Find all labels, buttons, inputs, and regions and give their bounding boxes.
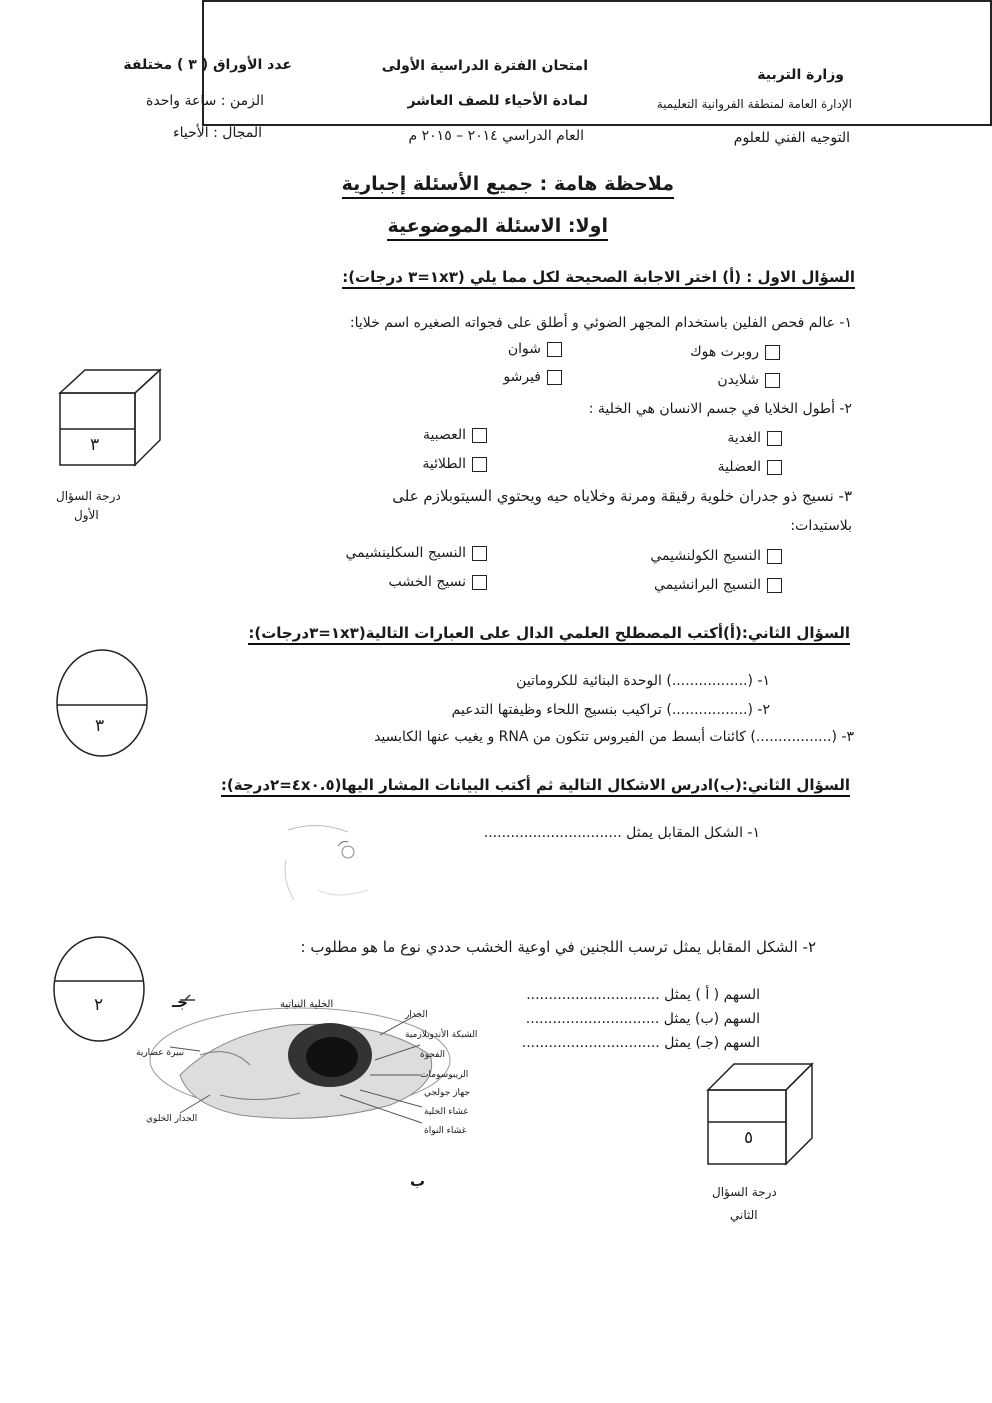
subject: لمادة الأحياء للصف العاشر: [407, 93, 588, 109]
q1-item1-option-4[interactable]: فيرشو: [503, 368, 562, 386]
q2b-score-value: ٢: [94, 995, 104, 1015]
q1-item3-stem-cont: بلاستيدات:: [790, 518, 852, 534]
q1-item1-option-2[interactable]: شوان: [508, 340, 562, 358]
arrow-c-answer[interactable]: السهم (جـ) يمثل ...............................: [521, 1035, 760, 1051]
diagram-label-r6: غشاء الخلية: [424, 1107, 469, 1117]
checkbox[interactable]: [767, 431, 782, 446]
q2a-item-2[interactable]: ٢- (.................) تراكيب بنسيج اللحاء وظيفتها التدعيم: [451, 702, 770, 718]
pages-count: عدد الأوراق ( ٣ ) مختلفة: [123, 57, 292, 73]
q1-item2-option-4[interactable]: الطلائية: [422, 455, 487, 473]
q2b-score-circle: [53, 935, 149, 1045]
diagram-label-r5: جهاز جولجي: [424, 1088, 470, 1098]
arrow-b-answer[interactable]: السهم (ب) يمثل ..............................: [525, 1011, 760, 1027]
q2a-item-1[interactable]: ١- (.................) الوحدة البنائية للكروماتين: [516, 673, 770, 689]
q1-item3-option-1[interactable]: النسيج الكولنشيمي: [650, 547, 782, 565]
q1-item3-stem: ٣- نسيج ذو جدران خلوية رقيقة ومرنة وخلاياه حيه ويحتوي السيتوبلازم على: [392, 487, 852, 505]
diagram-label-l1: نبيرة عصارية: [136, 1048, 185, 1058]
checkbox[interactable]: [472, 575, 487, 590]
checkbox[interactable]: [547, 370, 562, 385]
checkbox[interactable]: [765, 345, 780, 360]
diagram-label-r1: الجدار: [405, 1010, 428, 1020]
q2a-item-3[interactable]: ٣- (.................) كائنات أبسط من الفيروس تتكون من RNA و يغيب عنها الكابسيد: [374, 729, 854, 745]
q2-score-cube: [706, 1062, 816, 1166]
q1-item3-option-2[interactable]: النسيج السكلينشيمي: [345, 544, 487, 562]
diagram-label-r7: غشاء النواة: [424, 1126, 467, 1136]
q1-item2-stem: ٢- أطول الخلايا في جسم الانسان هي الخلية :: [588, 401, 852, 417]
ministry: وزارة التربية: [757, 67, 844, 83]
checkbox[interactable]: [767, 460, 782, 475]
q1-item3-option-4[interactable]: نسيج الخشب: [388, 573, 487, 591]
diagram-label-l2: الجدار الخلوي: [146, 1114, 198, 1124]
q1-score-cube: [55, 368, 165, 468]
q1-item2-option-3[interactable]: العضلية: [718, 458, 782, 476]
header-box: [202, 0, 992, 126]
checkbox[interactable]: [765, 373, 780, 388]
q2-score-value: ٥: [744, 1128, 754, 1148]
q1-score-label-1: درجة السؤال: [56, 489, 121, 503]
diagram-label-r2: الشبكة الأندوبلازمية: [405, 1030, 478, 1040]
q2-score-label-2: الثاني: [730, 1208, 758, 1222]
q1-item1-option-1[interactable]: روبرت هوك: [690, 343, 780, 361]
q1-item1-stem: ١- عالم فحص الفلين باستخدام المجهر الضوئي و أطلق على فجواته الصغيره اسم خلايا:: [349, 315, 852, 331]
checkbox[interactable]: [547, 342, 562, 357]
diagram-letter-b: ب: [410, 1172, 426, 1190]
q1-title: السؤال الاول : (أ) اختر الاجابة الصحيحة لكل مما يلي (١x٣=٣ درجات):: [342, 268, 855, 289]
q2a-score-value: ٣: [95, 716, 105, 736]
q2-score-label-1: درجة السؤال: [712, 1185, 777, 1199]
diagram-label-r4: الريبوسومات: [420, 1070, 469, 1080]
arrow-a-answer[interactable]: السهم ( أ ) يمثل ..............................: [526, 987, 760, 1003]
q2b-item-2: ٢- الشكل المقابل يمثل ترسب اللجنين في اوعية الخشب حددي نوع ما هو مطلوب :: [300, 938, 816, 956]
q1-item1-option-3[interactable]: شلايدن: [717, 371, 780, 389]
important-note: ملاحظة هامة : جميع الأسئلة إجبارية: [342, 172, 674, 199]
q2b-item-1[interactable]: ١- الشكل المقابل يمثل ...............................: [483, 825, 760, 841]
diagram-letter-c: جـ: [172, 993, 188, 1011]
faint-figure-image: [278, 820, 388, 910]
q2a-title: السؤال الثاني:(أ)أكتب المصطلح العلمي الدال على العبارات التالية(١x٣=٣درجات):: [248, 624, 850, 645]
directorate: الإدارة العامة لمنطقة الفروانية التعليمية: [656, 97, 852, 111]
guidance: التوجيه الفني للعلوم: [733, 130, 850, 146]
q1-score-value: ٣: [90, 435, 100, 455]
exam-title: امتحان الفترة الدراسية الأولى: [381, 58, 588, 74]
q1-score-label-2: الأول: [74, 508, 99, 522]
checkbox[interactable]: [472, 457, 487, 472]
year: العام الدراسي ٢٠١٤ – ٢٠١٥ م: [408, 128, 584, 144]
checkbox[interactable]: [472, 546, 487, 561]
exam-field: المجال : الأحياء: [173, 125, 262, 141]
diagram-label-top: الخلية النباتية: [280, 999, 334, 1010]
section-title: اولا: الاسئلة الموضوعية: [387, 214, 608, 241]
q2a-score-circle: [56, 648, 152, 760]
q1-item2-option-2[interactable]: العصبية: [423, 426, 487, 444]
checkbox[interactable]: [767, 549, 782, 564]
diagram-label-r3: الفجوة: [420, 1050, 445, 1060]
exam-time: الزمن : ساعة واحدة: [146, 93, 264, 109]
q2b-title: السؤال الثاني:(ب)ادرس الاشكال التالية ثم أكتب البيانات المشار اليها(٤x٠.٥=٢درجة):: [221, 776, 850, 797]
checkbox[interactable]: [767, 578, 782, 593]
checkbox[interactable]: [472, 428, 487, 443]
q1-item3-option-3[interactable]: النسيج البرانشيمي: [654, 576, 782, 594]
q1-item2-option-1[interactable]: الغدية: [727, 429, 782, 447]
